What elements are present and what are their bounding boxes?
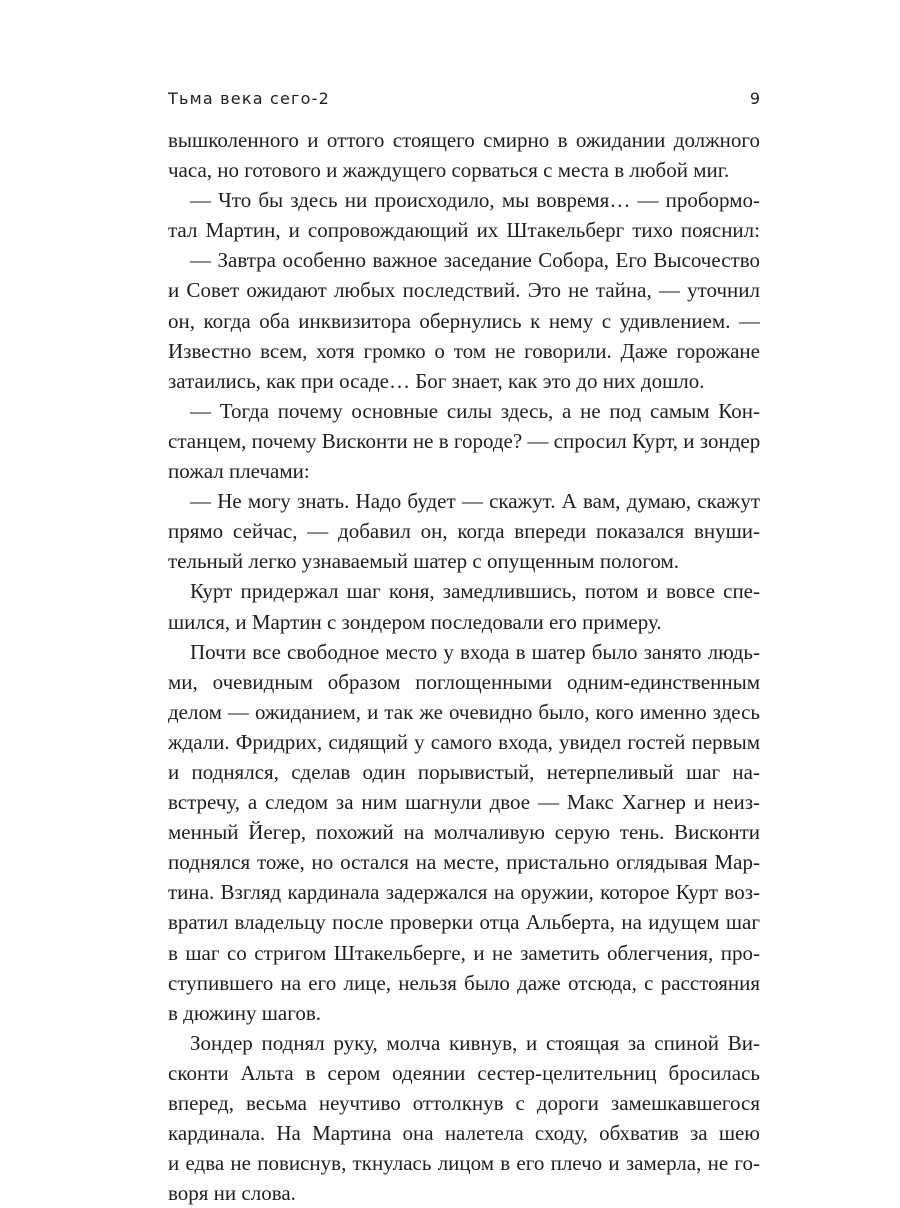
page-number: 9 bbox=[749, 89, 760, 108]
text-line: — Завтра особенно важное заседание Собора, Его Высочество bbox=[190, 248, 760, 273]
text-line: вперед, весьма неучтиво оттолкнув с дороги замешкавшегося bbox=[168, 1091, 760, 1115]
text-line: пожал плечами: bbox=[168, 459, 310, 484]
text-line: — Что бы здесь ни происходило, мы вовремя… — пробормо- bbox=[190, 188, 760, 213]
text-line: и едва не повиснув, ткнулась лицом в его плечо и замерла, не го- bbox=[168, 1151, 760, 1176]
text-line: встречу, а следом за ним шагнули двое — Макс Хагнер и неиз- bbox=[168, 790, 760, 815]
text-line: тал Мартин, и сопровождающий их Штакельберг тихо пояснил: bbox=[168, 218, 760, 243]
text-line: станцем, почему Висконти не в городе? — спросил Курт, и зондер bbox=[168, 428, 760, 453]
text-line: Известно всем, хотя громко о том не говорили. Даже горожане bbox=[168, 338, 760, 363]
text-line: ждали. Фридрих, сидящий у самого входа, увидел гостей первым bbox=[168, 729, 760, 754]
text-line: и Совет ожидают любых последствий. Это не тайна, — уточнил bbox=[168, 278, 760, 303]
text-line: Почти все свободное место у входа в шатер было занято людь- bbox=[190, 639, 760, 664]
text-line: тельный легко узнаваемый шатер с опущенным пологом. bbox=[168, 549, 680, 574]
text-line: делом — ожиданием, и так же очевидно было, кого именно здесь bbox=[168, 699, 760, 724]
text-line: — Не могу знать. Надо будет — скажут. А вам, думаю, скажут bbox=[190, 489, 760, 514]
text-line: и поднялся, сделав один порывистый, нетерпеливый шаг на- bbox=[168, 759, 760, 784]
text-line: ми, очевидным образом поглощенными одним-единственным bbox=[168, 669, 760, 694]
text-line: в дюжину шагов. bbox=[168, 1000, 321, 1025]
text-line: шился, и Мартин с зондером последовали его примеру. bbox=[168, 609, 662, 634]
text-line: менный Йегер, похожий на молчаливую серую тень. Висконти bbox=[168, 820, 760, 845]
text-line: в шаг со стригом Штакельберге, и не заметить облегчения, про- bbox=[168, 940, 760, 965]
text-line: Зондер поднял руку, молча кивнув, и стоящая за спиной Ви- bbox=[190, 1030, 760, 1055]
text-line: Курт придержал шаг коня, замедлившись, потом и вовсе спе- bbox=[190, 579, 760, 604]
text-line: тина. Взгляд кардинала задержался на оружии, которое Курт воз- bbox=[168, 880, 760, 905]
body-text bbox=[168, 125, 760, 1208]
text-line: вышколенного и оттого стоящего смирно в ожидании должного bbox=[168, 128, 760, 152]
text-line: прямо сейчас, — добавил он, когда впереди показался внуши- bbox=[168, 519, 760, 544]
text-line: вратил владельцу после проверки отца Альберта, на идущем шаг bbox=[168, 910, 760, 935]
text-line: воря ни слова. bbox=[168, 1181, 296, 1206]
running-head bbox=[168, 84, 760, 114]
text-line: он, когда оба инквизитора обернулись к нему с удивлением. — bbox=[168, 308, 760, 333]
text-line: кардинала. На Мартина она налетела сходу, обхватив за шею bbox=[168, 1121, 760, 1146]
running-title: Тьма века сего-2 bbox=[168, 89, 330, 108]
text-line: часа, но готового и жаждущего сорваться с места в любой миг. bbox=[168, 158, 730, 183]
text-line: затаились, как при осаде… Бог знает, как это до них дошло. bbox=[168, 368, 705, 393]
text-line: — Тогда почему основные силы здесь, а не под самым Кон- bbox=[190, 398, 760, 423]
text-line: сконти Альта в сером одеянии сестер-целительниц бросилась bbox=[168, 1060, 760, 1085]
text-line: поднялся тоже, но остался на месте, пристально оглядывая Мар- bbox=[168, 850, 760, 875]
text-line: ступившего на его лице, нельзя было даже отсюда, с расстояния bbox=[168, 970, 760, 995]
